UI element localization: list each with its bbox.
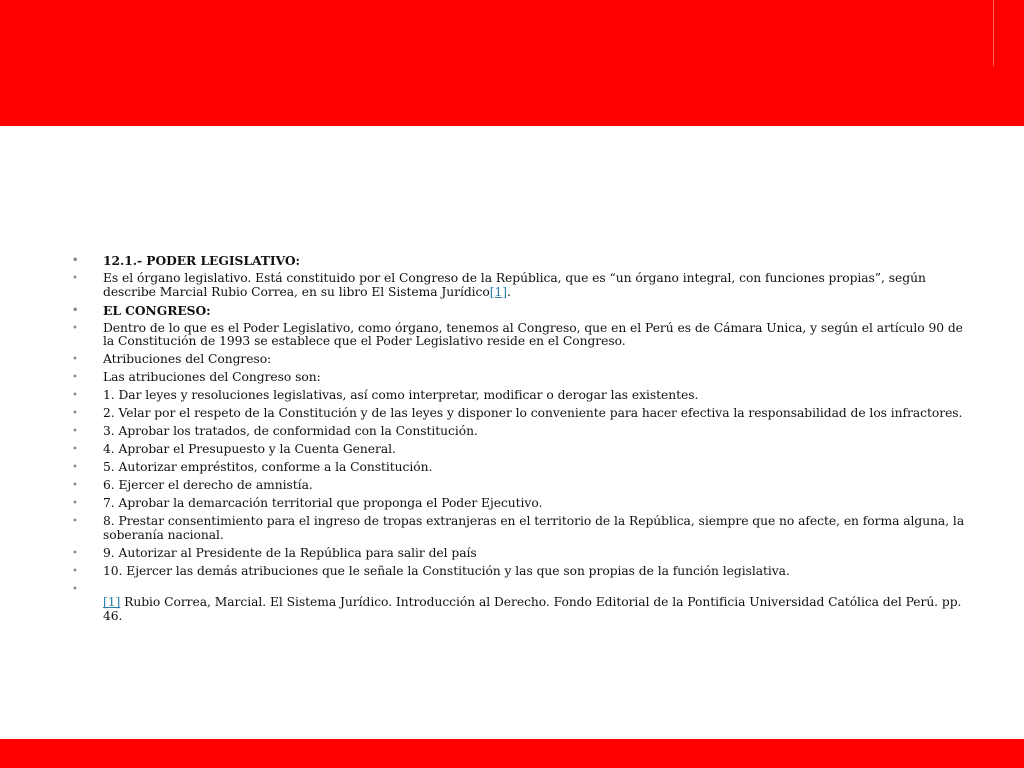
bullet-icon: • — [72, 322, 78, 334]
list-item: • 9. Autorizar al Presidente de la República para salir del país — [72, 545, 477, 560]
slide-content — [66, 254, 971, 628]
bullet-icon: • — [72, 426, 78, 438]
list-item-heading-congreso: • EL CONGRESO: — [72, 302, 211, 318]
footnote-anchor-link[interactable]: [1] — [103, 595, 121, 610]
top-band-divider — [993, 0, 994, 66]
bullet-icon: • — [72, 498, 78, 509]
bullet-icon: • — [72, 444, 78, 456]
list-item: • 1. Dar leyes y resoluciones legislativas, así como interpretar, modificar o derogar las existentes. — [72, 388, 699, 403]
list-item: • Atribuciones del Congreso: — [72, 352, 272, 367]
bullet-icon: • — [72, 255, 79, 266]
footnote-spacer — [103, 583, 971, 597]
top-red-band — [0, 0, 1024, 126]
list-item: • 4. Aprobar el Presupuesto y la Cuenta General. — [72, 442, 396, 457]
bullet-icon: • — [72, 462, 78, 474]
bullet-icon: • — [72, 565, 78, 577]
bullet-icon: • — [72, 583, 78, 595]
bullet-icon: • — [72, 304, 79, 316]
bullet-icon: • — [72, 408, 78, 420]
bottom-red-band — [0, 739, 1024, 768]
list-item: • 8. Prestar consentimiento para el ingreso de tropas extranjeras en el territorio de la República, siempre que no afecte, en forma alguna, la soberanía nacional. — [72, 513, 965, 542]
list-item-definition: • Es el órgano legislativo. Está constituido por el Congreso de la República, que es “un órgano integral, con funciones propias”, según describe Marcial Rubio Correa, en su libro El Sistema Jurídico[1]. — [72, 270, 926, 299]
bullet-icon: • — [72, 480, 78, 492]
list-item: • 3. Aprobar los tratados, de conformidad con la Constitución. — [72, 424, 478, 439]
bullet-icon: • — [72, 390, 78, 402]
list-item: • 6. Ejercer el derecho de amnistía. — [72, 478, 313, 493]
list-item: • Dentro de lo que es el Poder Legislativo, como órgano, tenemos al Congreso, que en el Perú es de Cámara Unica, y según el artículo 90 de la Constitución de 1993 se establece que el Poder Legislativo reside en el Congreso. — [72, 320, 963, 349]
footnote-text: [1] Rubio Correa, Marcial. El Sistema Jurídico. Introducción al Derecho. Fondo Editorial de la Pontificia Universidad Católica del Perú. pp. 46. — [103, 595, 962, 623]
bullet-icon: • — [72, 547, 78, 559]
bullet-icon: • — [72, 272, 78, 284]
bullet-list — [66, 254, 971, 623]
list-item: • 2. Velar por el respeto de la Constitución y de las leyes y disponer lo conveniente para hacer efectiva la responsabilidad de los infractores. — [72, 406, 963, 421]
bullet-icon: • — [72, 372, 78, 384]
list-item: • 10. Ejercer las demás atribuciones que le señale la Constitución y las que son propias de la función legislativa. — [72, 563, 790, 578]
list-item: • 7. Aprobar la demarcación territorial que proponga el Poder Ejecutivo. — [72, 496, 543, 510]
bullet-icon: • — [72, 354, 78, 366]
list-item-heading-poder-legislativo: • 12.1.- PODER LEGISLATIVO: — [72, 253, 301, 268]
footnote-reference-link[interactable]: [1] — [489, 284, 508, 299]
list-item-footnote — [66, 583, 971, 624]
bullet-icon: • — [72, 515, 78, 527]
list-item: • Las atribuciones del Congreso son: — [72, 370, 321, 385]
list-item: • 5. Autorizar empréstitos, conforme a la Constitución. — [72, 460, 433, 475]
